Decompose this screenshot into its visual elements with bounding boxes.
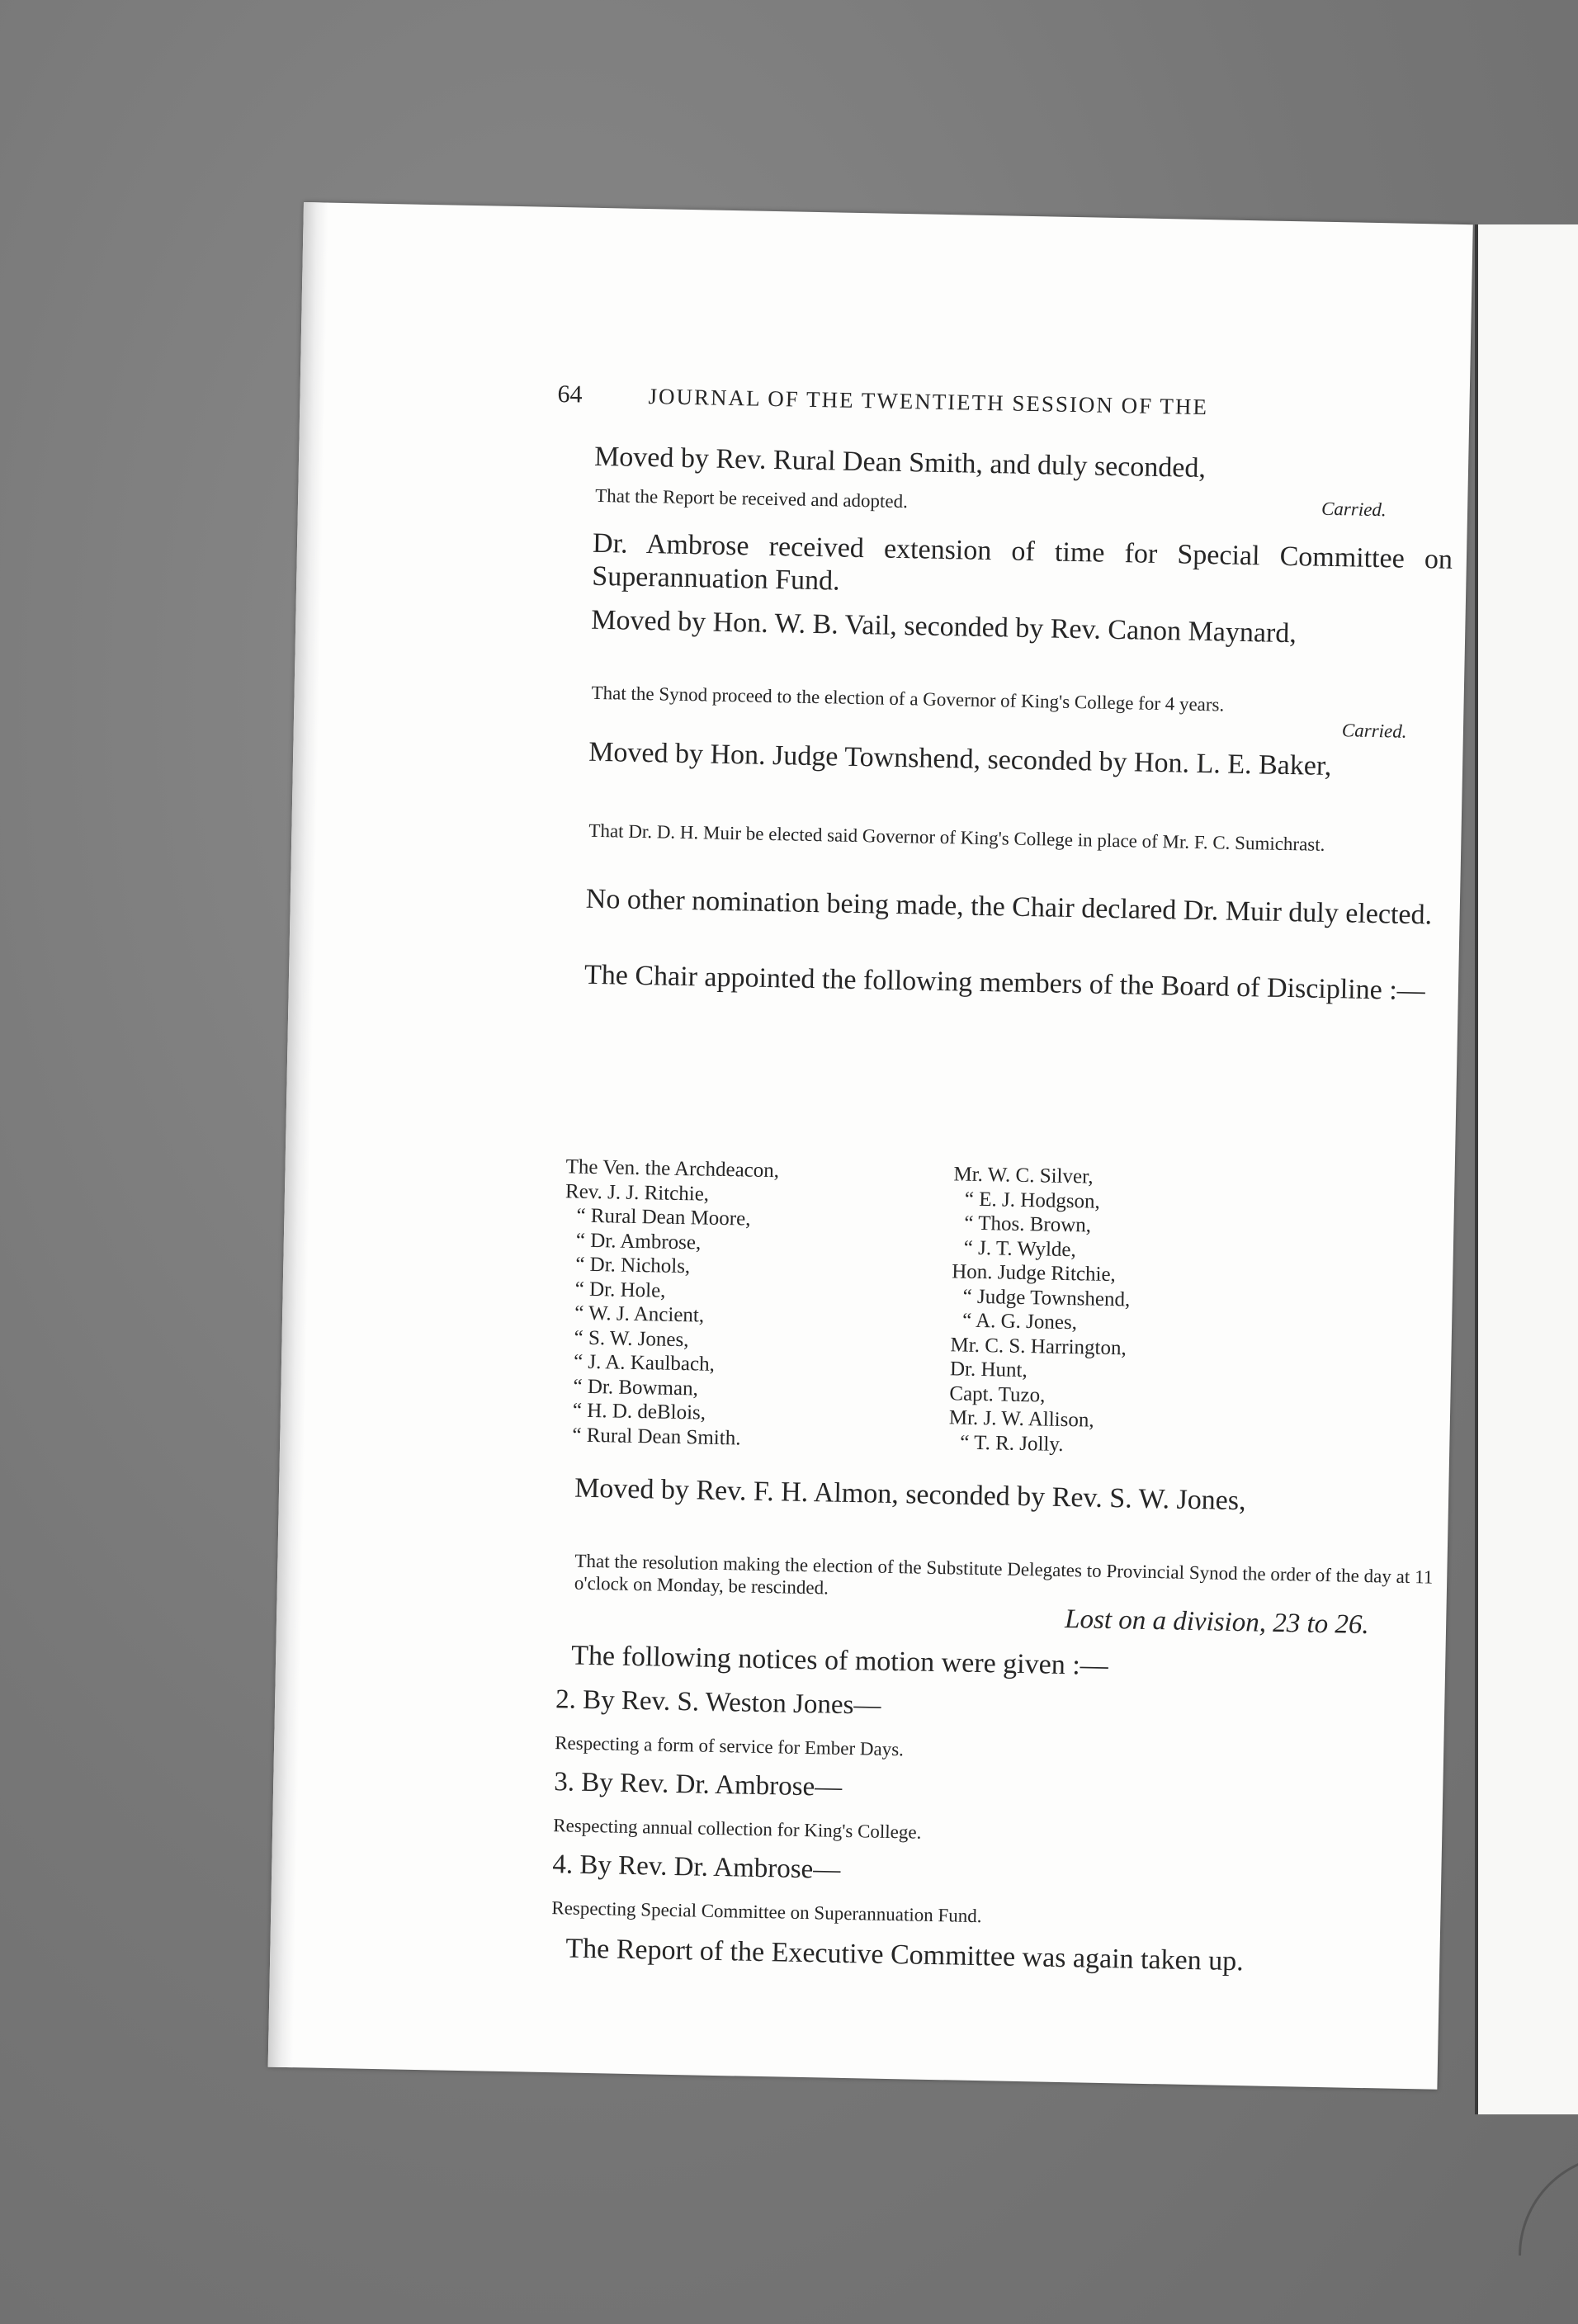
running-header [557, 380, 1448, 426]
motion-paragraph: The Chair appointed the following members of the Board of Discipline :— [583, 959, 1426, 1007]
member-name: Dr. Hunt, [949, 1358, 1028, 1382]
member-name: The Ven. the Archdeacon, [565, 1155, 780, 1183]
resolution-text: That Dr. D. H. Muir be elected said Governor of King's College in place of Mr. F. C. Sumichrast. [588, 820, 1325, 855]
member-name: “ Dr. Bowman, [573, 1375, 699, 1400]
motion-paragraph: The Report of the Executive Committee was again taken up. [565, 1933, 1245, 1977]
motion-paragraph: Moved by Hon. W. B. Vail, seconded by Rev. Canon Maynard, [590, 604, 1297, 649]
member-name: “ Thos. Brown, [964, 1212, 1092, 1237]
member-name: “ Judge Townshend, [962, 1285, 1131, 1311]
member-name: Capt. Tuzo, [949, 1382, 1046, 1407]
member-name: “ A. G. Jones, [961, 1309, 1078, 1334]
resolution-text: That the resolution making the election of the Substitute Delegates to Provincial Synod the order of the day at 11 o'clock on Monday, be rescinded. [574, 1550, 1434, 1599]
member-name: Hon. Judge Ritchie, [952, 1260, 1117, 1287]
board-members-left [560, 1155, 938, 1454]
member-name: “ Rural Dean Smith. [572, 1424, 741, 1449]
member-name: “ Dr. Hole, [574, 1278, 666, 1302]
resolution-text: That the Report be received and adopted. [595, 484, 909, 513]
notice-text: Respecting a form of service for Ember Days. [554, 1732, 905, 1760]
member-name: “ Rural Dean Moore, [576, 1204, 751, 1230]
motion-paragraph: Moved by Rev. F. H. Almon, seconded by Rev. S. W. Jones, [574, 1472, 1246, 1517]
notice-of-motion-4: 4. By Rev. Dr. Ambrose— [552, 1849, 841, 1885]
member-name: “ H. D. deBlois, [572, 1399, 706, 1424]
member-name: Mr. W. C. Silver, [953, 1163, 1094, 1188]
member-name: “ J. T. Wylde, [963, 1236, 1077, 1261]
result-lost: Lost on a division, 23 to 26. [1064, 1604, 1370, 1641]
book-page [268, 202, 1473, 2090]
resolution-text: That the Synod proceed to the election of a Governor of King's College for 4 years. [591, 682, 1225, 716]
notice-of-motion-2: 2. By Rev. S. Weston Jones— [555, 1684, 881, 1721]
member-name: Rev. J. J. Ritchie, [565, 1179, 710, 1206]
motion-paragraph: No other nomination being made, the Chair declared Dr. Muir duly elected. [585, 883, 1433, 931]
page-content [268, 202, 1473, 2090]
running-title: JOURNAL OF THE TWENTIETH SESSION OF THE [648, 384, 1209, 420]
result-carried: Carried. [1321, 498, 1387, 521]
result-carried: Carried. [1341, 720, 1407, 742]
motion-paragraph: Dr. Ambrose received extension of time for Special Committee on Superannuation Fund. [592, 527, 1453, 597]
notice-text: Respecting Special Committee on Superannuation Fund. [551, 1897, 982, 1927]
member-name: “ J. A. Kaulbach, [573, 1350, 716, 1376]
notice-of-motion-3: 3. By Rev. Dr. Ambrose— [553, 1767, 843, 1802]
member-name: “ Dr. Ambrose, [575, 1229, 702, 1254]
board-members-right [948, 1162, 1334, 1462]
motion-paragraph: Moved by Rev. Rural Dean Smith, and duly seconded, [593, 441, 1207, 484]
member-name: “ E. J. Hodgson, [964, 1188, 1101, 1213]
notice-text: Respecting annual collection for King's College. [553, 1815, 922, 1843]
member-name: “ T. R. Jolly. [960, 1431, 1064, 1456]
member-name: “ S. W. Jones, [574, 1326, 689, 1351]
member-name: “ W. J. Ancient, [574, 1301, 705, 1327]
member-name: Mr. J. W. Allison, [948, 1406, 1094, 1432]
motion-paragraph: Moved by Hon. Judge Townshend, seconded by Hon. L. E. Baker, [588, 736, 1332, 782]
motion-paragraph: The following notices of motion were given :— [570, 1640, 1109, 1682]
member-name: “ Dr. Nichols, [575, 1253, 691, 1278]
page-number: 64 [557, 380, 583, 409]
member-name: Mr. C. S. Harrington, [950, 1333, 1127, 1359]
